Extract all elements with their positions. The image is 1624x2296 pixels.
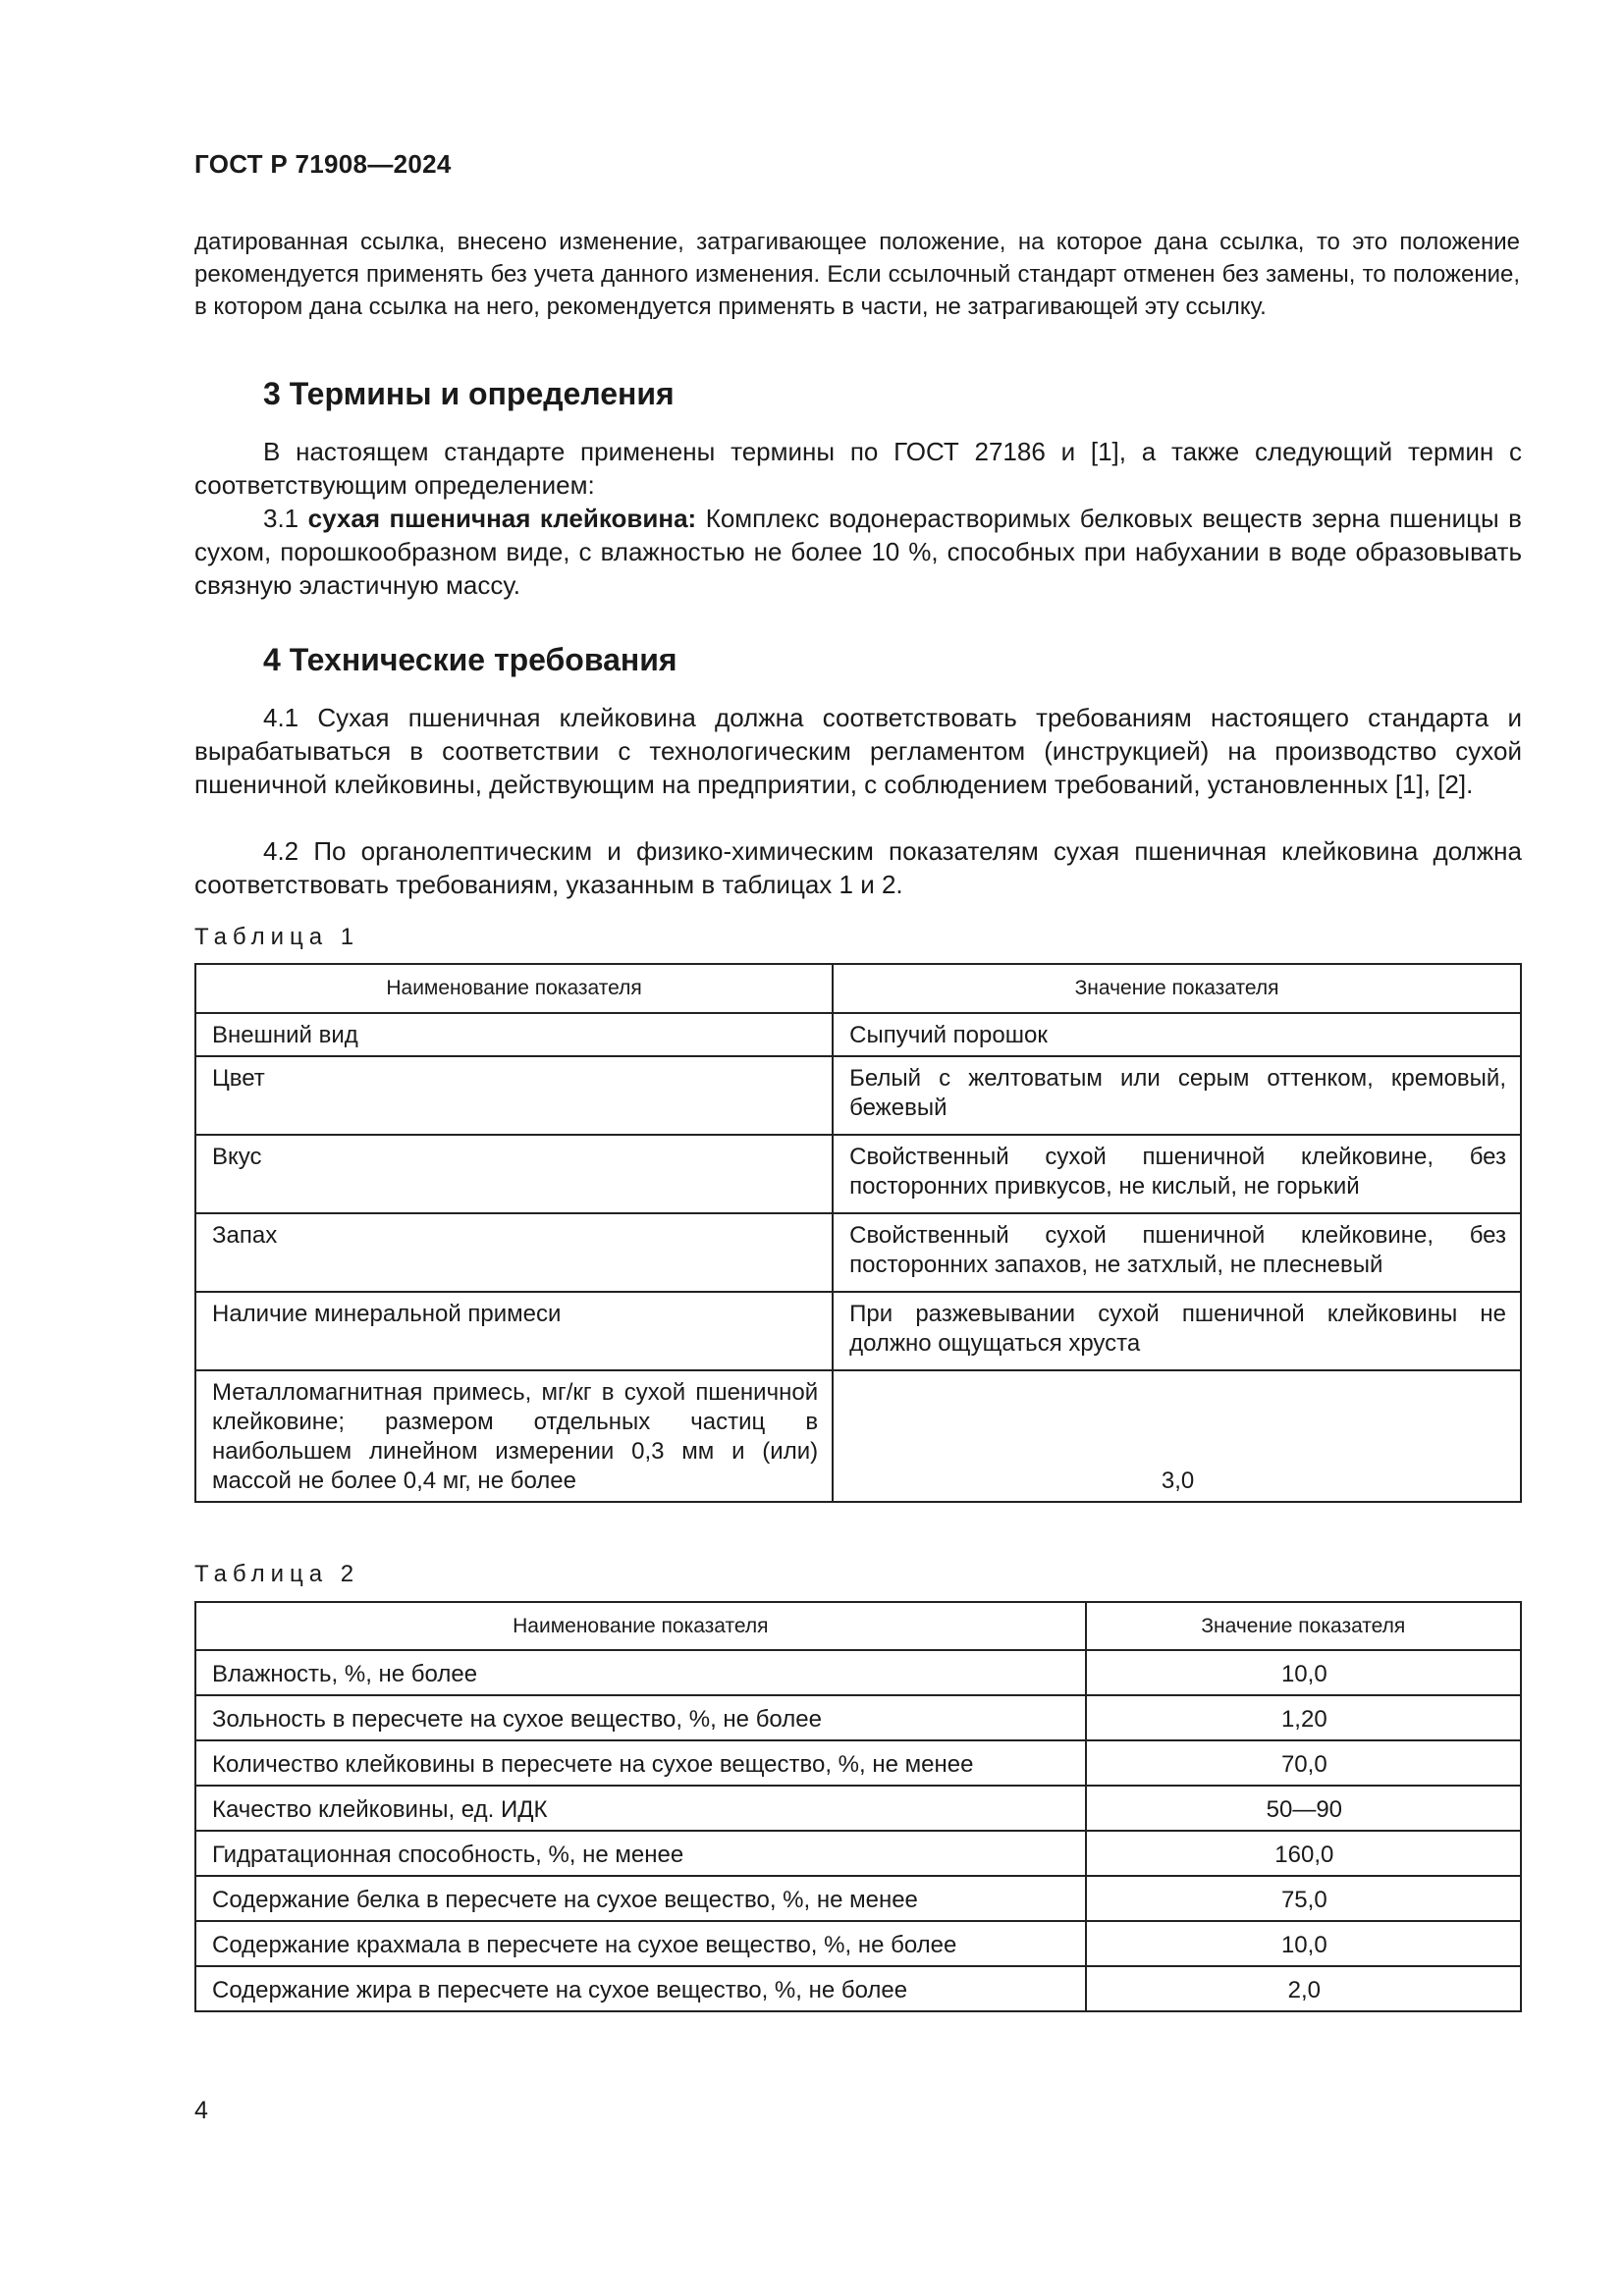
section-3-paragraph: В настоящем стандарте применены термины по ГОСТ 27186 и [1], а также следующий термин с соответствующим определением:: [194, 437, 1522, 500]
table-row: [195, 1013, 1521, 1056]
indicator-name: Гидратационная способность, %, не менее: [195, 1831, 1086, 1876]
indicator-value: Свойственный сухой пшеничной клейковине, без посторонних привкусов, не кислый, не горький: [833, 1135, 1521, 1213]
indicator-value: 160,0: [1086, 1831, 1521, 1876]
term-name: сухая пшеничная клейковина:: [307, 504, 697, 533]
table-row: [195, 1056, 1521, 1135]
table-row: [195, 1966, 1521, 2011]
indicator-value: 10,0: [1086, 1921, 1521, 1966]
column-header-value: Значение показателя: [833, 964, 1521, 1013]
indicator-name: Вкус: [195, 1135, 833, 1213]
table-row: [195, 1831, 1521, 1876]
section-4-paragraph-2: 4.2 По органолептическим и физико-химическим показателям сухая пшеничная клейковина должна соответствовать требованиям, указанным в таблицах 1 и 2.: [194, 836, 1522, 899]
section-4-paragraph-1: 4.1 Сухая пшеничная клейковина должна соответствовать требованиям настоящего стандарта и вырабатываться в соответствии с технологическим регламентом (инструкцией) на производство сухой пшеничной клейковины, действующим на предприятии, с соблюдением требований, установленных [1], [2].: [194, 703, 1522, 799]
table-row: [195, 1135, 1521, 1213]
page-number: 4: [194, 2097, 208, 2124]
indicator-value: 70,0: [1086, 1740, 1521, 1786]
indicator-name: Запах: [195, 1213, 833, 1292]
term-number: 3.1: [263, 504, 299, 533]
column-header-name: Наименование показателя: [195, 1602, 1086, 1650]
table-row: [195, 1213, 1521, 1292]
indicator-name: Внешний вид: [195, 1013, 833, 1056]
indicator-name: Наличие минеральной примеси: [195, 1292, 833, 1370]
indicator-name: Содержание белка в пересчете на сухое вещество, %, не менее: [195, 1876, 1086, 1921]
table-row: [195, 1650, 1521, 1695]
column-header-value: Значение показателя: [1086, 1602, 1521, 1650]
table-row: [195, 1370, 1521, 1502]
indicator-value: Свойственный сухой пшеничной клейковине, без посторонних запахов, не затхлый, не плесневый: [833, 1213, 1521, 1292]
indicator-name: Содержание крахмала в пересчете на сухое вещество, %, не более: [195, 1921, 1086, 1966]
document-header: ГОСТ Р 71908—2024: [194, 149, 452, 179]
table-2: [194, 1601, 1522, 2012]
table-header-row: [195, 964, 1521, 1013]
indicator-value: 1,20: [1086, 1695, 1521, 1740]
indicator-name: Содержание жира в пересчете на сухое вещество, %, не более: [195, 1966, 1086, 2011]
table-1-caption: Таблица 1: [194, 924, 360, 950]
column-header-name: Наименование показателя: [195, 964, 833, 1013]
table-1: [194, 963, 1522, 1503]
indicator-value: 2,0: [1086, 1966, 1521, 2011]
indicator-name: Количество клейковины в пересчете на сухое вещество, %, не менее: [195, 1740, 1086, 1786]
indicator-value: 75,0: [1086, 1876, 1521, 1921]
section-3-heading: 3 Термины и определения: [263, 376, 675, 411]
table-row: [195, 1876, 1521, 1921]
table-header-row: [195, 1602, 1521, 1650]
table-row: [195, 1786, 1521, 1831]
indicator-value: При разжевывании сухой пшеничной клейковины не должно ощущаться хруста: [833, 1292, 1521, 1370]
section-4-heading: 4 Технические требования: [263, 642, 677, 677]
term-definition: [194, 502, 1522, 602]
intro-paragraph: датированная ссылка, внесено изменение, затрагивающее положение, на которое дана ссылка, то это положение рекомендуется применять без учета данного изменения. Если ссылочный стандарт отменен без замены, то положение, в котором дана ссылка на него, рекомендуется применять в части, не затрагивающей эту ссылку.: [194, 229, 1520, 320]
table-row: [195, 1740, 1521, 1786]
table-row: [195, 1695, 1521, 1740]
indicator-value: 10,0: [1086, 1650, 1521, 1695]
table-row: [195, 1921, 1521, 1966]
term-definition-text: Комплекс водонерастворимых белковых веществ зерна пшеницы в сухом, порошкообразном виде, с влажностью не более 10 %, способных при набухании в воде образовывать связную эластичную массу.: [194, 504, 1522, 600]
indicator-value: Сыпучий порошок: [833, 1013, 1521, 1056]
indicator-name: Качество клейковины, ед. ИДК: [195, 1786, 1086, 1831]
table-2-caption: Таблица 2: [194, 1561, 360, 1587]
indicator-name: Зольность в пересчете на сухое вещество, %, не более: [195, 1695, 1086, 1740]
indicator-value: Белый с желтоватым или серым оттенком, кремовый, бежевый: [833, 1056, 1521, 1135]
indicator-value: 50—90: [1086, 1786, 1521, 1831]
indicator-name: Цвет: [195, 1056, 833, 1135]
indicator-value: 3,0: [833, 1370, 1521, 1502]
indicator-name: Влажность, %, не более: [195, 1650, 1086, 1695]
table-row: [195, 1292, 1521, 1370]
indicator-name: Металломагнитная примесь, мг/кг в сухой пшеничной клейковине; размером отдельных частиц в наибольшем линейном измерении 0,3 мм и (или) массой не более 0,4 мг, не более: [195, 1370, 833, 1502]
